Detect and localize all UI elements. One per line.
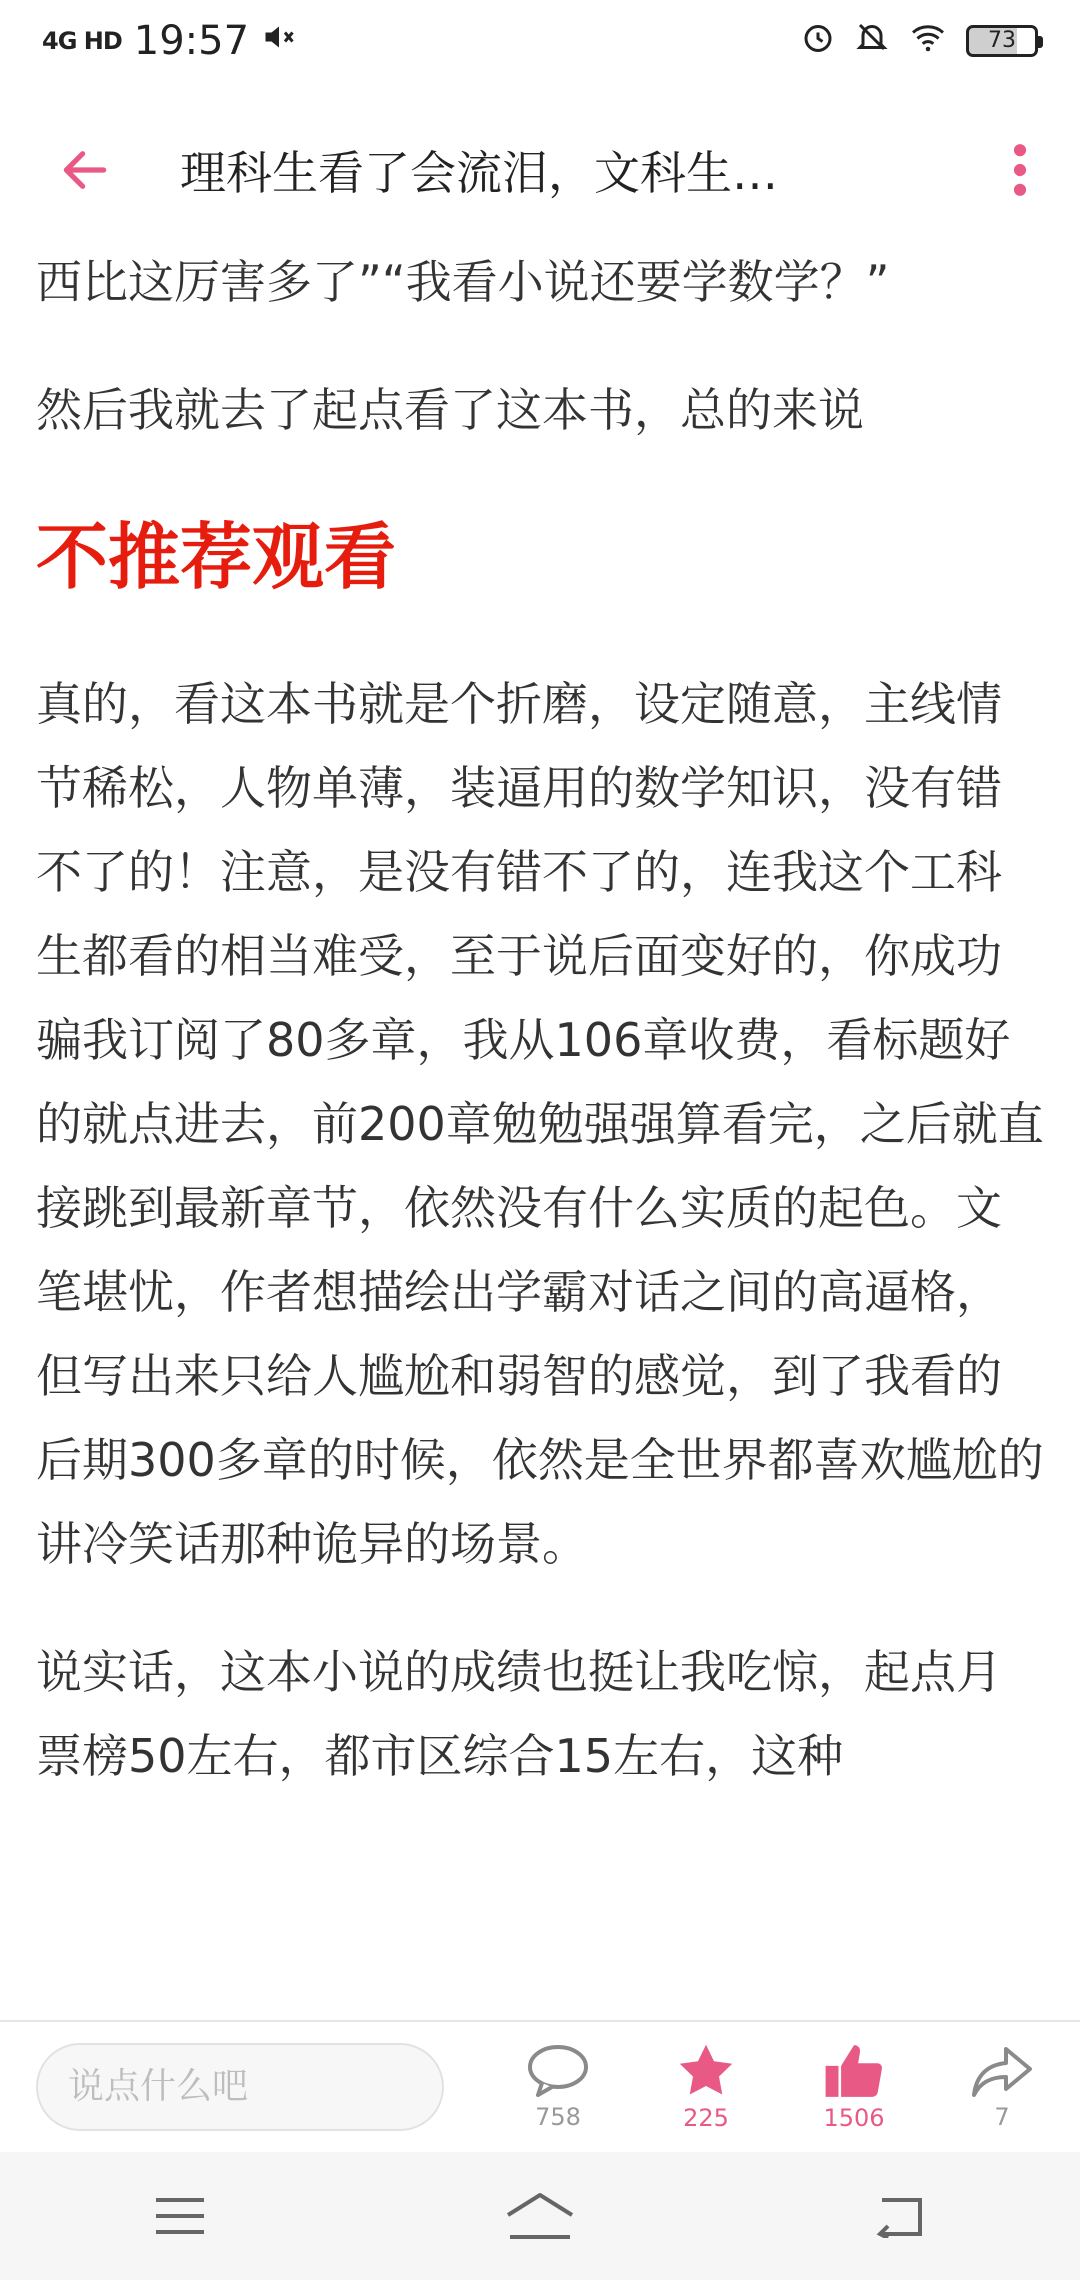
page-title: 理科生看了会流泪，文科生… — [180, 146, 778, 200]
battery-icon: 73 — [966, 25, 1038, 57]
share-icon — [970, 2043, 1034, 2099]
return-icon — [872, 2194, 928, 2238]
comment-icon — [526, 2043, 590, 2099]
system-nav-bar — [0, 2152, 1080, 2280]
like-button[interactable] — [780, 2042, 928, 2132]
article-paragraph: 然后我就去了起点看了这本书，总的来说 — [36, 383, 864, 437]
comment-count: 758 — [535, 2103, 581, 2131]
comment-button[interactable] — [484, 2043, 632, 2131]
back-nav-button[interactable] — [830, 2166, 970, 2266]
back-button[interactable] — [0, 100, 170, 240]
thumbs-up-icon — [823, 2042, 885, 2100]
favorite-button[interactable] — [632, 2042, 780, 2132]
wifi-icon — [908, 19, 948, 64]
status-right — [800, 19, 1038, 64]
share-count: 7 — [994, 2103, 1010, 2131]
article-content — [0, 240, 1080, 2020]
status-time: 19:57 — [133, 18, 250, 64]
article-paragraph: 真的，看这本书就是个折磨，设定随意，主线情节稀松，人物单薄，装逼用的数学知识，没有错不了的！注意，是没有错不了的，连我这个工科生都看的相当难受，至于说后面变好的，你成功骗我订阅了80多章，我从106章收费，看标题好的就点进去，前200章勉勉强强算看完，之后就直接跳到最新章节，依然没有什么实质的起色。文笔堪忧，作者想描绘出学霸对话之间的高逼格，但写出来只给人尴尬和弱智的感觉，到了我看的后期300多章的时候，依然是全世界都喜欢尴尬的讲冷笑话那种诡异的场景。 — [36, 677, 1044, 1571]
back-arrow-icon — [57, 142, 113, 198]
article-heading: 不推荐观看 — [36, 515, 397, 599]
article-paragraph: 西比这厉害多了”“我看小说还要学数学？” — [36, 255, 890, 309]
favorite-count: 225 — [683, 2104, 729, 2132]
mute-icon — [261, 19, 297, 64]
comment-input[interactable]: 说点什么吧 — [36, 2043, 444, 2131]
status-bar — [0, 0, 1080, 82]
share-button[interactable] — [928, 2043, 1076, 2131]
home-icon — [502, 2191, 578, 2241]
status-left — [42, 18, 297, 64]
signal-icon: 4G HD — [42, 27, 122, 55]
star-icon — [676, 2042, 736, 2100]
like-count: 1506 — [823, 2104, 885, 2132]
action-bar — [0, 2020, 1080, 2152]
title-bar — [0, 100, 1080, 240]
alarm-icon — [800, 19, 836, 64]
more-vertical-icon — [1010, 142, 1030, 198]
menu-button[interactable] — [110, 2166, 250, 2266]
more-button[interactable] — [960, 100, 1080, 240]
menu-icon — [152, 2194, 208, 2238]
article-paragraph: 说实话，这本小说的成绩也挺让我吃惊，起点月票榜50左右，都市区综合15左右，这种 — [36, 1645, 1002, 1783]
notifications-off-icon — [854, 19, 890, 64]
home-button[interactable] — [470, 2166, 610, 2266]
